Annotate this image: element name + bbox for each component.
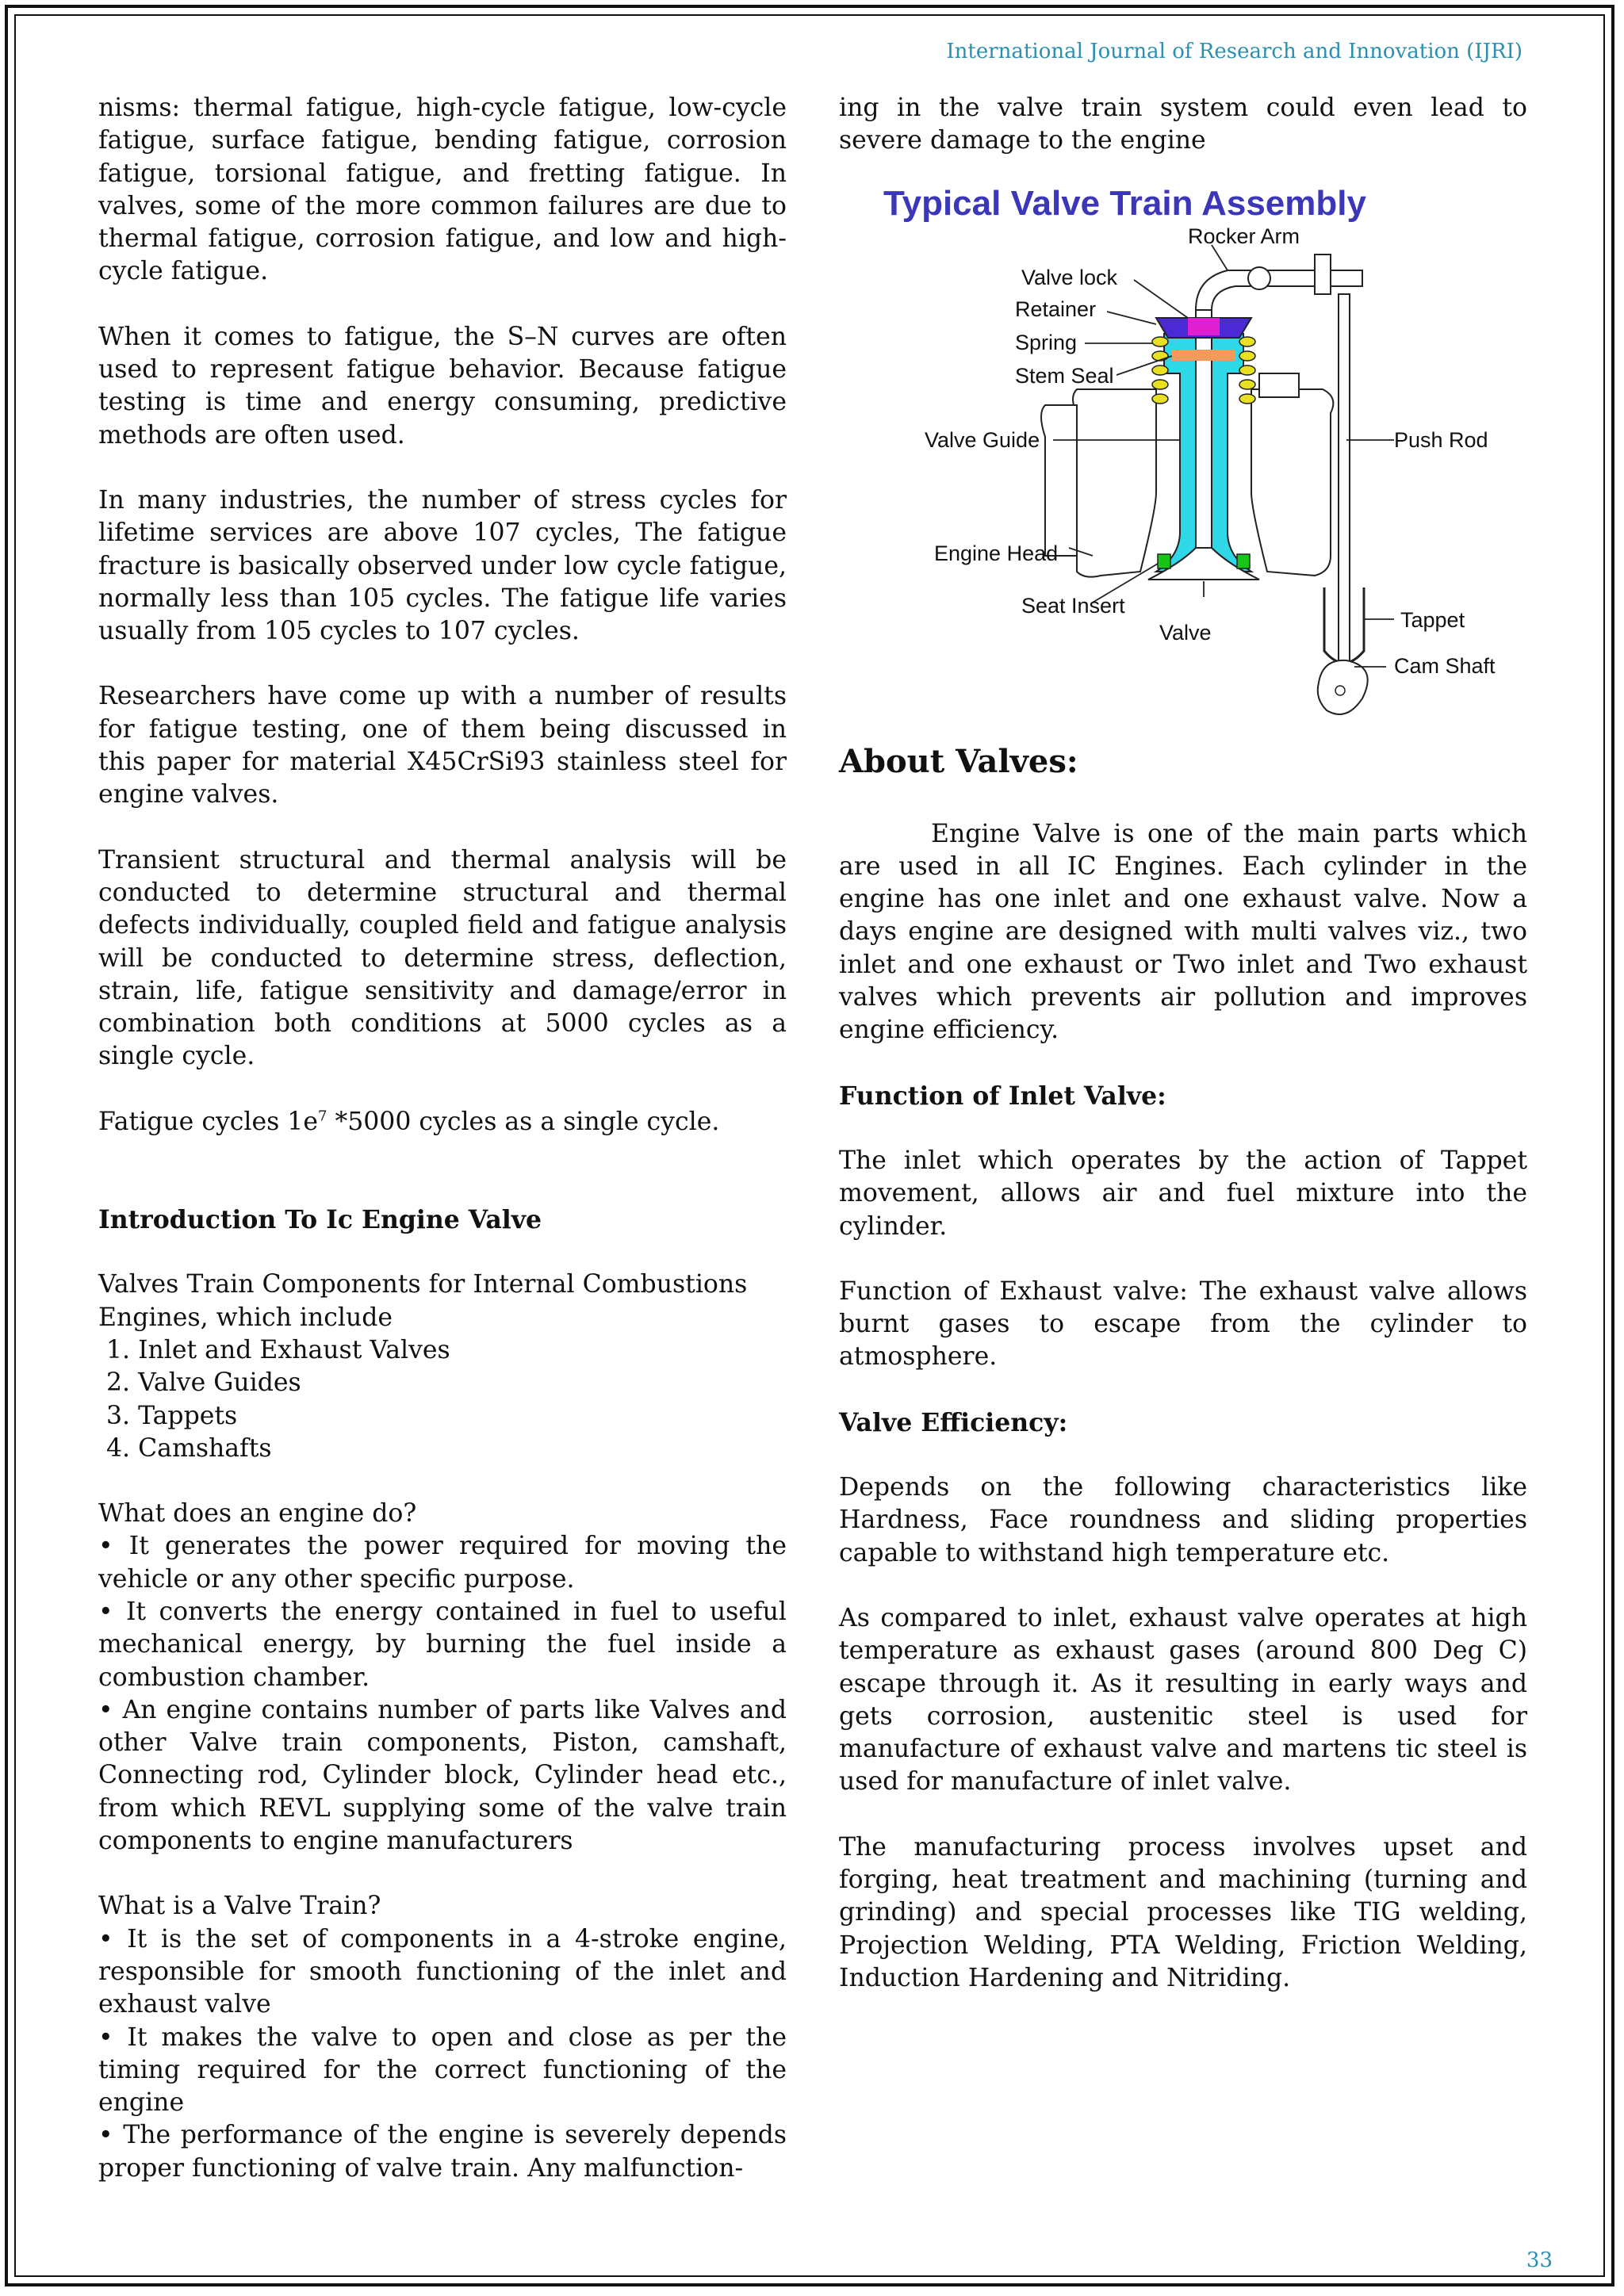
label-stem-seal: Stem Seal	[1015, 363, 1114, 388]
inlet-valve-text: The inlet which operates by the action of Tappet movement, allows air and fuel mixture into the cylinder.	[839, 1146, 1527, 1241]
valve-efficiency-text: Depends on the following characteristics like Hardness, Face roundness and sliding properties capable to withstand high temperature etc.	[839, 1473, 1527, 1567]
intro-text: Valves Train Components for Internal Combustions Engines, which include	[98, 1270, 748, 1332]
list-item: 2. Valve Guides	[106, 1368, 301, 1398]
inlet-exhaust-comparison: As compared to inlet, exhaust valve operates at high temperature as exhaust gases (around 800 Deg C) escape through it. As it resulting in early ways and gets corrosion, austenitic steel is used for manufacture of exhaust valve and martens tic steel is used for manufacture of inlet valve.	[839, 1603, 1527, 1797]
label-rocker-arm: Rocker Arm	[1188, 224, 1300, 248]
list-item: 1. Inlet and Exhaust Valves	[106, 1335, 450, 1364]
label-retainer: Retainer	[1015, 297, 1097, 321]
paragraph-malfunction: ing in the valve train system could even lead to severe damage to the engine	[839, 94, 1527, 155]
adjuster-screw	[1315, 254, 1331, 294]
bullet-item: • It converts the energy contained in fuel to useful mechanical energy, by burning the fuel inside a combustion chamber.	[98, 1597, 787, 1692]
intro-heading: Introduction To Ic Engine Valve	[98, 1205, 542, 1235]
valve-train-question: What is a Valve Train?	[98, 1892, 381, 1921]
cam-shape	[1318, 660, 1368, 714]
inlet-valve-heading: Function of Inlet Valve:	[839, 1081, 1166, 1111]
about-valves-text: Engine Valve is one of the main parts which are used in all IC Engines. Each cylinder in the engine has one inlet and one exhaust valve. Now a days engine are designed with multi valves viz., two inlet and one exhaust or Two inlet and Two exhaust valves which prevents air pollution and improves engine efficiency.	[839, 819, 1527, 1045]
push-rod-shape	[1339, 294, 1350, 691]
engine-head-right	[1251, 389, 1333, 576]
valve-lock-shape	[1188, 318, 1220, 335]
bullet-item: • The performance of the engine is severely depends proper functioning of valve train. Any malfunction-	[98, 2121, 787, 2183]
rocker-arm-shape	[1196, 270, 1362, 310]
label-tappet: Tappet	[1400, 607, 1465, 632]
valve-train-figure	[839, 175, 1527, 722]
valve-stem	[1196, 310, 1212, 564]
label-push-rod: Push Rod	[1394, 427, 1488, 452]
bullet-item: • It generates the power required for moving the vehicle or any other specific purpose.	[98, 1532, 787, 1594]
paragraph-sn-curves: When it comes to fatigue, the S–N curves are often used to represent fatigue behavior. Because fatigue testing is time and energy consuming, predictive methods are often used.	[98, 322, 787, 450]
label-valve-guide: Valve Guide	[925, 427, 1040, 452]
paragraph-fatigue-cycles: Fatigue cycles $1e^7$ *5000 cycles as a single cycle.	[98, 1107, 720, 1136]
seat-insert-left	[1158, 554, 1170, 568]
journal-header: International Journal of Research and Innovation (IJRI)	[946, 40, 1522, 63]
label-seat-insert: Seat Insert	[1021, 593, 1125, 618]
label-engine-head: Engine Head	[934, 541, 1059, 565]
page-number: 33	[1526, 2248, 1553, 2272]
left-column	[98, 92, 787, 2185]
engine-question: What does an engine do?	[98, 1499, 417, 1529]
manufacturing-process-text: The manufacturing process involves upset and forging, heat treatment and machining (turning and grinding) and special processes like TIG welding, Projection Welding, PTA Welding, Friction Welding, Induction Hardening and Nitriding.	[839, 1832, 1527, 1992]
paragraph-analysis: Transient structural and thermal analysis will be conducted to determine structural and thermal defects individually, coupled field and fatigue analysis will be conducted to determine stress, deflection, strain, life, fatigue sensitivity and damage/error in combination both conditions at 5000 cycles as a single cycle.	[98, 845, 787, 1071]
label-valve: Valve	[1159, 620, 1212, 645]
bullet-item: • It makes the valve to open and close as per the timing required for the correct functioning of the engine	[98, 2022, 787, 2118]
seat-insert-right	[1237, 554, 1250, 568]
label-spring: Spring	[1015, 330, 1078, 354]
block-boss	[1259, 373, 1299, 397]
label-valve-lock: Valve lock	[1021, 265, 1118, 289]
engine-head-wall	[1041, 405, 1077, 556]
about-valves-heading: About Valves:	[839, 742, 1078, 780]
paragraph-stress-cycles: In many industries, the number of stress cycles for lifetime services are above 107 cycles, The fatigue fracture is basically observed under low cycle fatigue, normally less than 105 cycles. The fatigue life varies usually from 105 cycles to 107 cycles.	[98, 485, 787, 646]
figure-title: Typical Valve Train Assembly	[883, 183, 1366, 223]
paragraph-fatigue-mechanisms: nisms: thermal fatigue, high-cycle fatigue, low-cycle fatigue, surface fatigue, bending fatigue, corrosion fatigue, torsional fatigue, and fretting fatigue. In valves, some of the more common failures are due to thermal fatigue, corrosion fatigue, and low and high-cycle fatigue.	[98, 94, 787, 286]
engine-head-left	[1073, 389, 1156, 577]
bullet-item: • An engine contains number of parts like Valves and other Valve train components, Piston, camshaft, Connecting rod, Cylinder block, Cylinder head etc., from which REVL supplying some of the valve train components to engine manufacturers	[98, 1695, 787, 1856]
bullet-item: • It is the set of components in a 4-stroke engine, responsible for smooth functioning of the inlet and exhaust valve	[98, 1924, 787, 2019]
valve-efficiency-heading: Valve Efficiency:	[839, 1407, 1068, 1437]
valve-train-diagram	[839, 175, 1527, 722]
list-item: 4. Camshafts	[106, 1433, 272, 1463]
right-column	[839, 92, 1527, 1995]
stem-seal-shape	[1172, 350, 1235, 361]
rocker-pivot	[1248, 267, 1270, 289]
label-cam-shaft: Cam Shaft	[1394, 653, 1496, 678]
list-item: 3. Tappets	[106, 1401, 238, 1430]
exhaust-valve-text: Function of Exhaust valve: The exhaust valve allows burnt gases to escape from the cylinder to atmosphere.	[839, 1276, 1527, 1372]
paragraph-researchers: Researchers have come up with a number of results for fatigue testing, one of them being discussed in this paper for material X45CrSi93 stainless steel for engine valves.	[98, 682, 787, 809]
